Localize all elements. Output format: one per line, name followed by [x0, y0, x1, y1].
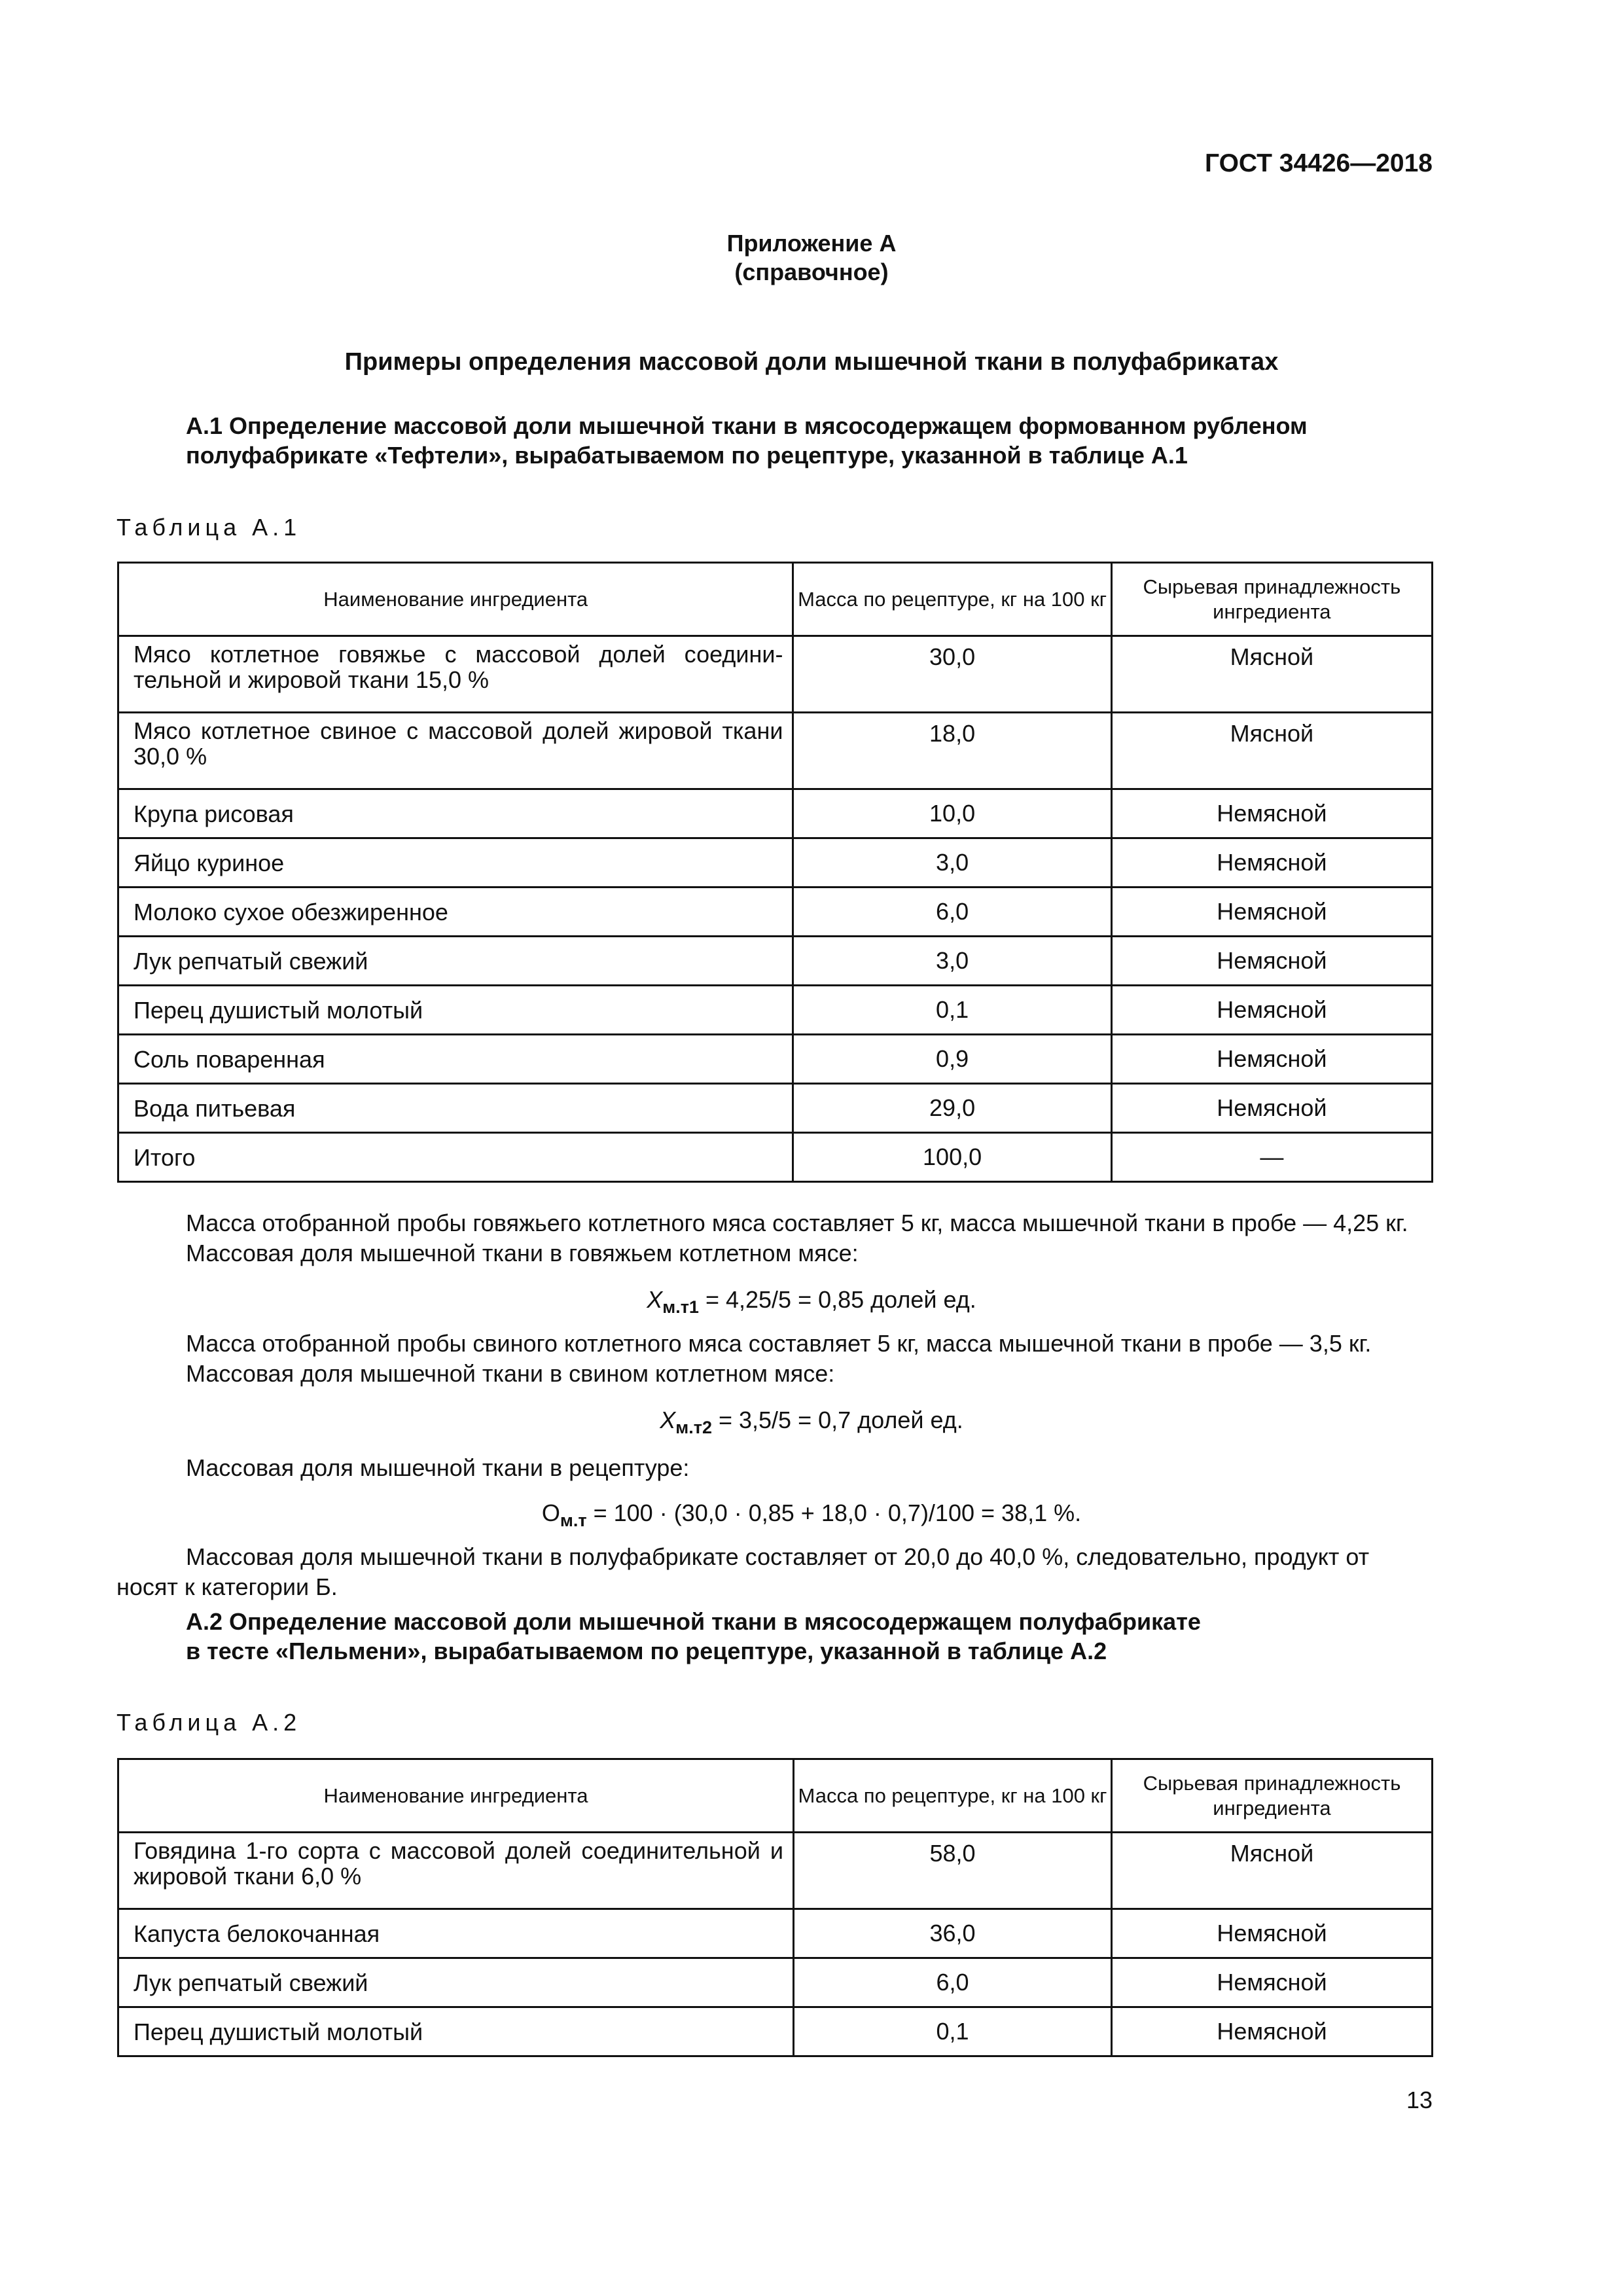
table-row [118, 1084, 1433, 1133]
table-row [118, 888, 1433, 937]
ingredient-mass: 58,0 [794, 1833, 1112, 1909]
pork-sample-line2: Массовая доля мышечной ткани в свином котлетном мясе: [186, 1360, 835, 1387]
conclusion-paragraph [116, 1542, 1433, 1602]
ingredient-mass: 36,0 [794, 1909, 1112, 1958]
table-row [118, 838, 1433, 888]
header-mass: Масса по рецептуре, кг на 100 кг [793, 563, 1111, 636]
formula-beef [0, 1286, 1623, 1318]
table-row [118, 636, 1433, 713]
table-row [118, 713, 1433, 789]
section-a1-heading-line1: А.1 Определение массовой доли мышечной ткани в мясосодержащем формованном рубленом [186, 412, 1308, 439]
document-code: ГОСТ 34426—2018 [1205, 149, 1433, 177]
formula-subscript: м.т2 [675, 1418, 712, 1437]
header-origin: Сырьевая принадлежность ингредиента [1111, 563, 1432, 636]
appendix-subtitle: (справочное) [734, 259, 889, 285]
section-a2-heading-line2: в тесте «Пельмени», вырабатываемом по рецептуре, указанной в таблице А.2 [186, 1638, 1107, 1664]
table-a2-label: Таблица А.2 [116, 1709, 302, 1736]
section-a1-heading [186, 411, 1429, 470]
ingredient-name: Яйцо куриное [118, 838, 793, 888]
ingredient-origin: Немясной [1111, 986, 1432, 1035]
ingredient-name: Перец душистый молотый [118, 986, 793, 1035]
table-row [118, 986, 1433, 1035]
pork-sample-paragraph [186, 1329, 1433, 1389]
ingredient-origin: Немясной [1111, 838, 1432, 888]
beef-sample-line1: Масса отобранной пробы говяжьего котлетного мяса составляет 5 кг, масса мышечной ткани в пробе — 4,25 кг. [186, 1210, 1408, 1236]
table-a1 [117, 562, 1433, 1183]
ingredient-mass: 29,0 [793, 1084, 1111, 1133]
total-origin: — [1111, 1133, 1432, 1182]
header-ingredient: Наименование ингредиента [118, 563, 793, 636]
formula-subscript: м.т1 [662, 1297, 699, 1317]
ingredient-origin: Немясной [1111, 1084, 1432, 1133]
table-a1-label: Таблица А.1 [116, 514, 302, 541]
ingredient-origin: Мясной [1111, 713, 1432, 789]
beef-sample-paragraph [186, 1208, 1433, 1268]
table-row [118, 2007, 1433, 2056]
ingredient-name: Лук репчатый свежий [118, 937, 793, 986]
ingredient-origin: Немясной [1111, 888, 1432, 937]
ingredient-origin: Немясной [1111, 789, 1432, 838]
formula-expression: = 100 · (30,0 · 0,85 + 18,0 · 0,7)/100 = 38,1 %. [586, 1499, 1082, 1526]
header-mass: Масса по рецептуре, кг на 100 кг [794, 1759, 1112, 1833]
conclusion-line2: носят к категории Б. [116, 1573, 338, 1600]
ingredient-mass: 6,0 [794, 1958, 1112, 2007]
ingredient-mass: 3,0 [793, 937, 1111, 986]
ingredient-name: Мясо котлетное говяжье с массовой долей соединительной и жировой ткани 15,0 % [118, 636, 793, 713]
table-row [118, 1909, 1433, 1958]
table-total-row [118, 1133, 1433, 1182]
header-ingredient: Наименование ингредиента [118, 1759, 794, 1833]
table-row [118, 1035, 1433, 1084]
recipe-share-line: Массовая доля мышечной ткани в рецептуре: [186, 1454, 690, 1481]
ingredient-mass: 30,0 [793, 636, 1111, 713]
section-a1-heading-line2: полуфабрикате «Тефтели», вырабатываемом по рецептуре, указанной в таблице А.1 [186, 442, 1188, 469]
pork-sample-line1: Масса отобранной пробы свиного котлетного мяса составляет 5 кг, масса мышечной ткани в пробе — 3,5 кг. [186, 1330, 1372, 1357]
ingredient-mass: 6,0 [793, 888, 1111, 937]
ingredient-name: Говядина 1-го сорта с массовой долей соединительной и жировой ткани 6,0 % [118, 1833, 794, 1909]
ingredient-mass: 18,0 [793, 713, 1111, 789]
ingredient-name: Перец душистый молотый [118, 2007, 794, 2056]
section-a2-heading [186, 1607, 1429, 1666]
ingredient-mass: 10,0 [793, 789, 1111, 838]
ingredient-origin: Немясной [1111, 2007, 1432, 2056]
ingredient-mass: 0,1 [793, 986, 1111, 1035]
conclusion-line1: Массовая доля мышечной ткани в полуфабрикате составляет от 20,0 до 40,0 %, следовательно, продукт от [186, 1543, 1370, 1570]
formula-variable: X [660, 1407, 676, 1433]
formula-pork [0, 1407, 1623, 1438]
appendix-heading [0, 229, 1623, 287]
ingredient-origin: Немясной [1111, 937, 1432, 986]
section-a2-heading-line1: А.2 Определение массовой доли мышечной ткани в мясосодержащем полуфабрикате [186, 1608, 1201, 1635]
beef-sample-line2: Массовая доля мышечной ткани в говяжьем котлетном мясе: [186, 1240, 859, 1266]
ingredient-mass: 0,9 [793, 1035, 1111, 1084]
formula-subscript: м.т [560, 1511, 587, 1530]
formula-variable: O [541, 1499, 560, 1526]
formula-expression: = 4,25/5 = 0,85 долей ед. [698, 1286, 976, 1313]
ingredient-mass: 3,0 [793, 838, 1111, 888]
table-row [118, 789, 1433, 838]
ingredient-name: Вода питьевая [118, 1084, 793, 1133]
appendix-title: Приложение А [726, 230, 897, 257]
ingredient-name: Мясо котлетное свиное с массовой долей жировой ткани 30,0 % [118, 713, 793, 789]
ingredient-origin: Мясной [1111, 636, 1432, 713]
ingredient-origin: Немясной [1111, 1958, 1432, 2007]
ingredient-name: Лук репчатый свежий [118, 1958, 794, 2007]
main-title: Примеры определения массовой доли мышечной ткани в полуфабрикатах [344, 348, 1279, 376]
ingredient-mass: 0,1 [794, 2007, 1112, 2056]
table-row [118, 1958, 1433, 2007]
formula-variable: X [647, 1286, 663, 1313]
page-number: 13 [1406, 2087, 1433, 2113]
ingredient-origin: Немясной [1111, 1909, 1432, 1958]
ingredient-origin: Немясной [1111, 1035, 1432, 1084]
ingredient-origin: Мясной [1111, 1833, 1432, 1909]
table-header-row [118, 1759, 1433, 1833]
formula-recipe [0, 1499, 1623, 1531]
table-row [118, 1833, 1433, 1909]
ingredient-name: Капуста белокочанная [118, 1909, 794, 1958]
table-row [118, 937, 1433, 986]
header-origin: Сырьевая принадлежность ингредиента [1111, 1759, 1432, 1833]
ingredient-name: Молоко сухое обезжиренное [118, 888, 793, 937]
ingredient-name: Крупа рисовая [118, 789, 793, 838]
total-label: Итого [118, 1133, 793, 1182]
formula-expression: = 3,5/5 = 0,7 долей ед. [711, 1407, 963, 1433]
table-header-row [118, 563, 1433, 636]
total-mass: 100,0 [793, 1133, 1111, 1182]
ingredient-name: Соль поваренная [118, 1035, 793, 1084]
table-a2 [117, 1758, 1433, 2057]
